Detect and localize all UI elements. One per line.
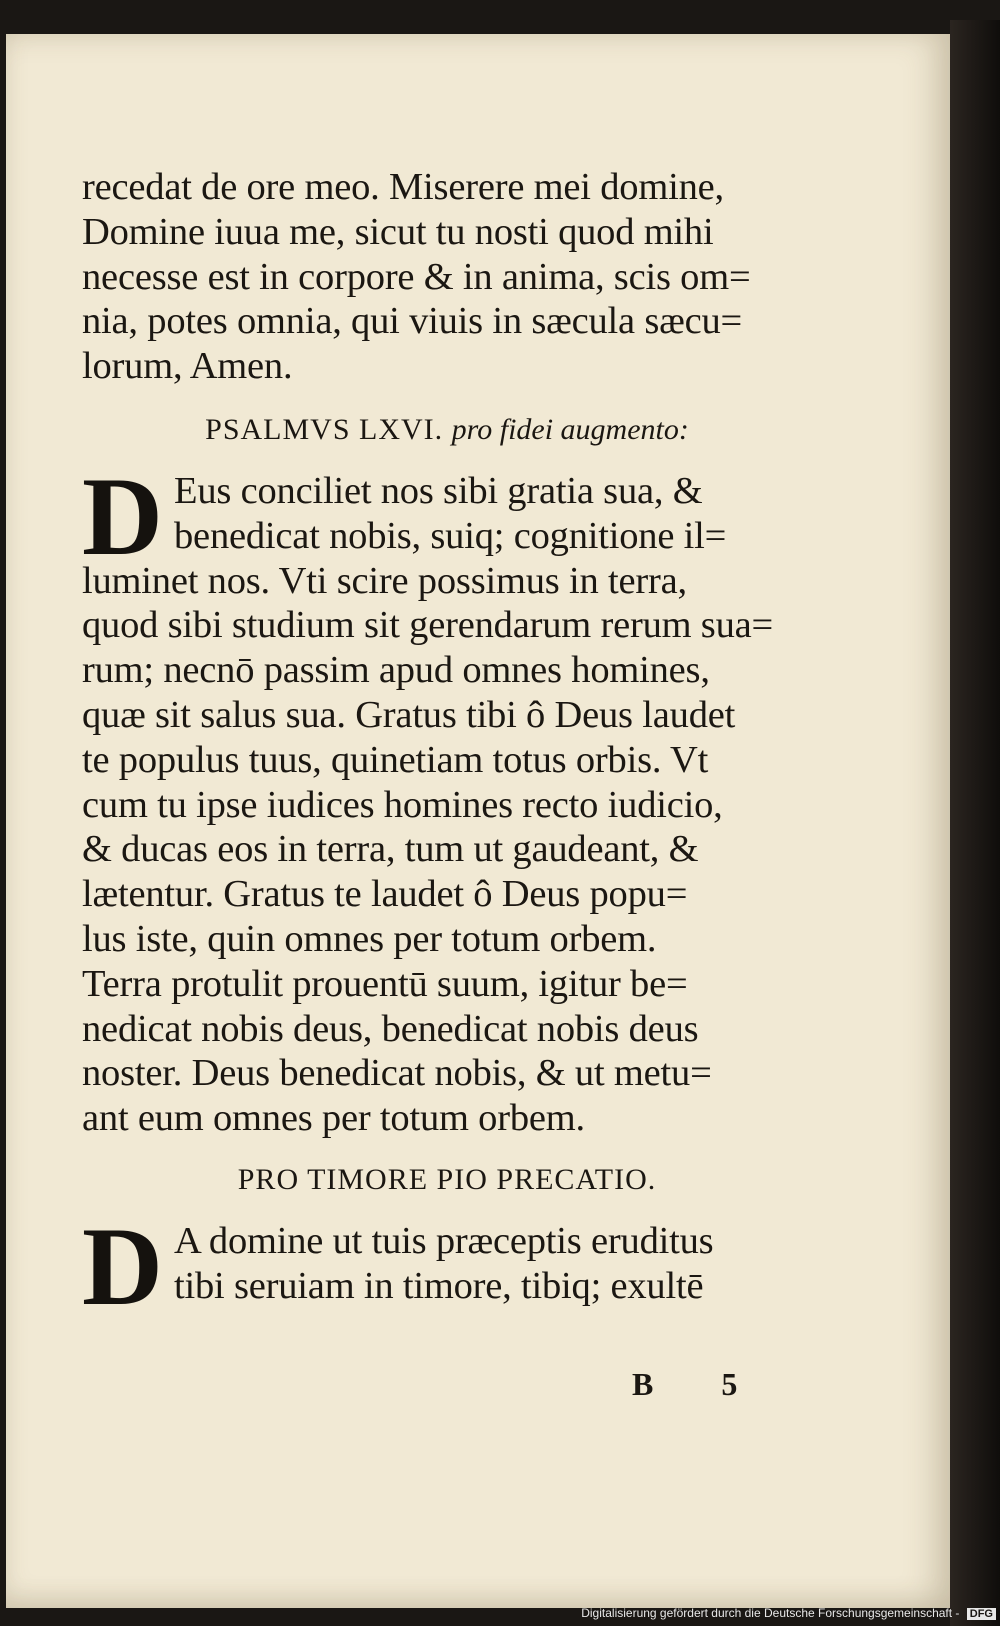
paragraph-psalm (82, 454, 812, 1141)
text-line: necesse est in corpore & in anima, scis om= (82, 255, 751, 298)
psalm-heading-italic: pro fidei augmento: (451, 412, 689, 446)
text-line: benedicat nobis, suiq; cognitione il= (174, 514, 727, 557)
paragraph-closing-prayer (82, 165, 812, 389)
section-heading: PRO TIMORE PIO PRECATIO. (237, 1162, 657, 1196)
text-line: Eus conciliet nos sibi gratia sua, & (174, 469, 703, 512)
book-spine (950, 20, 1000, 1626)
text-line: & ducas eos in terra, tum ut gaudeant, & (82, 828, 699, 871)
text-line: rum; necnō passim apud omnes homines, (82, 649, 710, 692)
psalm-heading-caps: PSALMVS LXVI. (205, 412, 444, 446)
dfg-logo: DFG (967, 1608, 996, 1620)
text-line: nedicat nobis deus, benedicat nobis deus (82, 1007, 699, 1050)
text-line: ant eum omnes per totum orbem. (82, 1097, 585, 1140)
text-line: lorum, Amen. (82, 345, 293, 388)
signature-mark: B 5 (632, 1366, 768, 1402)
text-line: cum tu ipse iudices homines recto iudicio, (82, 783, 723, 826)
paragraph-prayer (82, 1204, 812, 1329)
text-line: lus iste, quin omnes per totum orbem. (82, 917, 657, 960)
text-line: lætentur. Gratus te laudet ô Deus popu= (82, 873, 688, 916)
digitization-footer (581, 1606, 996, 1624)
text-line: Terra protulit prouentū suum, igitur be= (82, 962, 688, 1005)
drop-cap: D (82, 1204, 163, 1329)
psalm-heading (82, 413, 812, 447)
drop-cap: D (82, 454, 163, 579)
text-line: Domine iuua me, sicut tu nosti quod mihi (82, 210, 714, 253)
footer-text: Digitalisierung gefördert durch die Deutsche Forschungsgemeinschaft - (581, 1606, 960, 1620)
text-line: recedat de ore meo. Miserere mei domine, (82, 166, 724, 208)
text-line: te populus tuus, quinetiam totus orbis. Vt (82, 738, 709, 781)
text-line: nia, potes omnia, qui viuis in sæcula sæcu= (82, 300, 743, 343)
text-line: A domine ut tuis præceptis eruditus (174, 1219, 714, 1262)
text-line: quæ sit salus sua. Gratus tibi ô Deus laudet (82, 693, 736, 736)
text-block (82, 165, 812, 1329)
text-line: quod sibi studium sit gerendarum rerum sua= (82, 604, 774, 647)
text-line: noster. Deus benedicat nobis, & ut metu= (82, 1052, 712, 1095)
text-line: luminet nos. Vti scire possimus in terra, (82, 559, 687, 602)
text-line: tibi seruiam in timore, tibiq; exultē (174, 1264, 704, 1307)
